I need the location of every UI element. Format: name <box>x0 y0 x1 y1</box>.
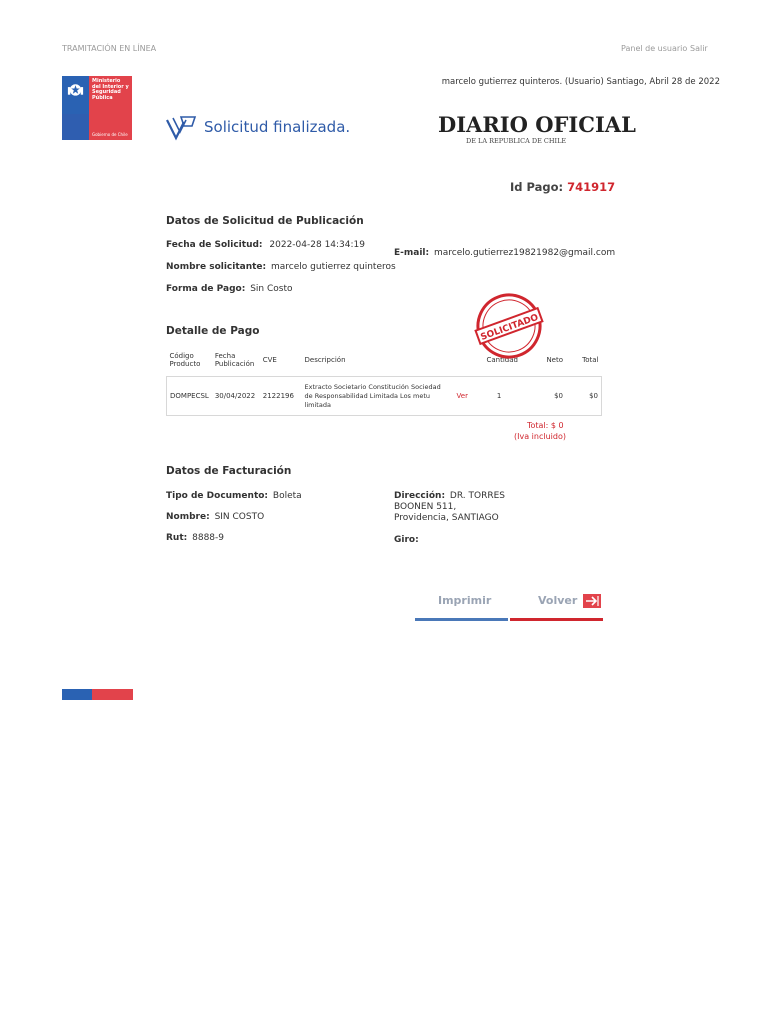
col-publication-date: Fecha Publicación <box>212 344 260 377</box>
row-quantity: 1 <box>477 377 521 416</box>
row-code: DOMPECSL <box>167 377 212 416</box>
request-date <box>166 240 365 250</box>
request-section-title: Datos de Solicitud de Publicación <box>166 215 364 227</box>
check-document-icon <box>164 114 198 144</box>
col-product-code: Código Producto <box>167 344 212 377</box>
billing-name <box>166 512 264 522</box>
payment-id-value: 741917 <box>567 180 616 194</box>
stamp-text: SOLICITADO <box>479 312 540 343</box>
government-name: Gobierno de Chile <box>92 132 128 137</box>
billing-giro <box>394 535 419 545</box>
col-description: Descripción <box>302 344 454 377</box>
col-net: Neto <box>521 344 566 377</box>
payment-method-label: Forma de Pago: <box>166 284 246 294</box>
footer-bar-red <box>92 689 133 700</box>
payment-method <box>166 284 293 294</box>
doc-type-value: Boleta <box>272 491 302 501</box>
col-cve: CVE <box>260 344 302 377</box>
requester-name <box>166 262 396 272</box>
billing-name-label: Nombre: <box>166 512 210 522</box>
email-value: marcelo.gutierrez19821982@gmail.com <box>433 248 616 258</box>
col-quantity: Cantidad <box>477 344 521 377</box>
back-button-label: Volver <box>538 594 578 607</box>
user-date-line: marcelo gutierrez quinteros. (Usuario) Santiago, Abril 28 de 2022 <box>441 77 720 87</box>
solicitado-stamp <box>474 291 544 361</box>
giro-label: Giro: <box>394 535 419 545</box>
row-date: 30/04/2022 <box>212 377 260 416</box>
payment-id-label: Id Pago: <box>510 180 564 194</box>
government-logo <box>62 76 132 140</box>
row-net: $0 <box>521 377 566 416</box>
payment-detail-title: Detalle de Pago <box>166 325 260 337</box>
row-cve: 2122196 <box>260 377 302 416</box>
billing-section-title: Datos de Facturación <box>166 465 292 477</box>
address-label: Dirección: <box>394 491 446 501</box>
billing-rut <box>166 533 224 543</box>
rut-value: 8888-9 <box>192 533 225 543</box>
status-banner <box>164 113 351 145</box>
requester-name-label: Nombre solicitante: <box>166 262 267 272</box>
address-line3: Providencia, SANTIAGO <box>394 513 499 523</box>
site-title: TRAMITACIÓN EN LÍNEA <box>62 44 157 53</box>
arrow-right-icon <box>583 594 601 608</box>
back-button[interactable] <box>510 590 603 621</box>
user-panel-link[interactable]: Panel de usuario <box>621 44 688 53</box>
table-row <box>167 377 602 416</box>
requester-name-value: marcelo gutierrez quinteros <box>271 262 396 272</box>
print-button[interactable] <box>415 590 508 621</box>
diario-oficial-subtitle: DE LA REPUBLICA DE CHILE <box>466 137 567 145</box>
logout-link[interactable]: Salir <box>690 44 708 53</box>
ministry-name: Ministerio del Interior y Seguridad Pública <box>92 78 129 101</box>
billing-address <box>394 491 505 524</box>
request-date-label: Fecha de Solicitud: <box>166 240 263 250</box>
coat-of-arms-icon <box>66 80 85 98</box>
request-date-value: 2022-04-28 14:34:19 <box>269 240 365 250</box>
address-line2: BOONEN 511, <box>394 502 457 512</box>
address-line1: DR. TORRES <box>449 491 505 501</box>
row-total: $0 <box>566 377 601 416</box>
total-line: Total: $ 0 <box>527 421 564 430</box>
doc-type-label: Tipo de Documento: <box>166 491 269 501</box>
rut-label: Rut: <box>166 533 188 543</box>
view-link[interactable]: Ver <box>454 377 478 416</box>
print-button-label: Imprimir <box>438 594 492 607</box>
status-label: Solicitud finalizada. <box>204 118 351 136</box>
doc-type <box>166 491 302 501</box>
col-total: Total <box>566 344 601 377</box>
payment-method-value: Sin Costo <box>250 284 293 294</box>
footer-bar-blue <box>62 689 92 700</box>
iva-line: (Iva incluido) <box>514 432 566 441</box>
requester-email <box>394 248 615 258</box>
billing-name-value: SIN COSTO <box>214 512 265 522</box>
diario-oficial-title: DIARIO OFICIAL <box>438 112 636 137</box>
payment-id <box>510 180 615 194</box>
email-label: E-mail: <box>394 248 430 258</box>
row-description: Extracto Societario Constitución Sociedad de Responsabilidad Limitada Los metu limitada <box>302 377 454 416</box>
